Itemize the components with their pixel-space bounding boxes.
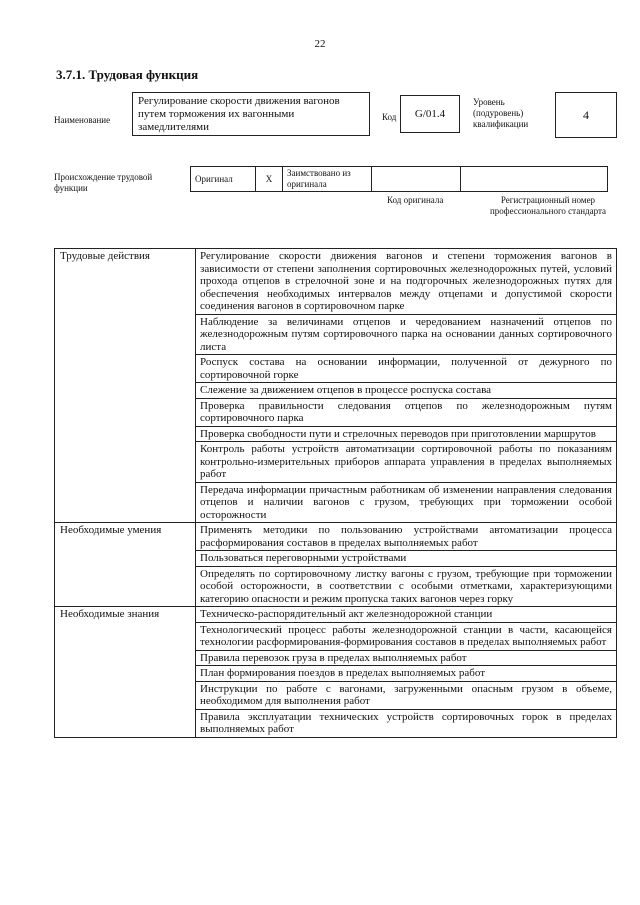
code-original-label: Код оригинала bbox=[387, 195, 444, 205]
item-cell: Роспуск состава на основании информации, полученной от дежурного по сортировочной горке bbox=[196, 355, 617, 383]
table-row bbox=[55, 607, 617, 623]
function-table-body bbox=[55, 249, 617, 738]
item-cell: Проверка правильности следования отцепов по железнодорожным путям сортировочного парка bbox=[196, 398, 617, 426]
function-name-box: Регулирование скорости движения вагонов путем торможения их вагонными замедлителями bbox=[132, 92, 370, 136]
borrowed-label: Заимствовано из оригинала bbox=[283, 167, 372, 192]
reg-number-label: Регистрационный номер профессионального стандарта bbox=[489, 195, 607, 216]
code-original-cell bbox=[372, 167, 461, 192]
code-box: G/01.4 bbox=[400, 95, 460, 133]
category-cell: Необходимые умения bbox=[55, 523, 196, 607]
level-label-text: Уровень (подуровень) квалификации bbox=[473, 97, 529, 129]
page-number: 22 bbox=[314, 38, 326, 50]
item-cell: Инструкции по работе с вагонами, загруженными опасным грузом в объеме, необходимом для выполнения работ bbox=[196, 681, 617, 709]
origin-table bbox=[190, 166, 608, 192]
item-cell: План формирования поездов в пределах выполняемых работ bbox=[196, 666, 617, 682]
item-cell: Применять методики по пользованию устройствами автоматизации процесса расформирования составов в пределах выполняемых работ bbox=[196, 523, 617, 551]
item-cell: Проверка свободности пути и стрелочных переводов при приготовлении маршрутов bbox=[196, 426, 617, 442]
category-cell: Необходимые знания bbox=[55, 607, 196, 738]
item-cell: Наблюдение за величинами отцепов и чередованием назначений отцепов по железнодорожным путям сортировочного парка на основании данных сортировочного листа bbox=[196, 314, 617, 355]
item-cell: Слежение за движением отцепов в процессе роспуска состава bbox=[196, 383, 617, 399]
level-label bbox=[473, 97, 548, 130]
original-mark: X bbox=[256, 167, 283, 192]
origin-label: Происхождение трудовой функции bbox=[54, 172, 153, 193]
item-cell: Правила перевозок груза в пределах выполняемых работ bbox=[196, 650, 617, 666]
item-cell: Правила эксплуатации технических устройств сортировочных горок в пределах выполняемых работ bbox=[196, 709, 617, 737]
item-cell: Технологический процесс работы железнодорожной станции в части, касающейся технологии расформирования-формирования составов в пределах выполняемых работ bbox=[196, 622, 617, 650]
item-cell: Техническо-распорядительный акт железнодорожной станции bbox=[196, 607, 617, 623]
code-label: Код bbox=[382, 112, 397, 122]
item-cell: Контроль работы устройств автоматизации сортировочной работы по показаниям контрольно-измерительных приборов аппарата управления в пределах выполняемых работ bbox=[196, 442, 617, 483]
function-table bbox=[54, 248, 617, 738]
original-label: Оригинал bbox=[191, 167, 256, 192]
reg-number-cell bbox=[461, 167, 608, 192]
level-box: 4 bbox=[555, 92, 617, 138]
item-cell: Определять по сортировочному листку вагоны с грузом, требующие при торможении особой осторожности, в соответствии с особыми отметками, характеризующими категорию опасности и режим пропуска таких вагонов через горку bbox=[196, 566, 617, 607]
item-cell: Пользоваться переговорными устройствами bbox=[196, 551, 617, 567]
category-cell: Трудовые действия bbox=[55, 249, 196, 523]
section-title: 3.7.1. Трудовая функция bbox=[56, 67, 199, 82]
item-cell: Передача информации причастным работникам об изменении направления следования отцепов и наличии вагонов с грузом, требующих при торможении особой осторожности bbox=[196, 482, 617, 523]
table-row bbox=[55, 249, 617, 315]
name-label: Наименование bbox=[54, 115, 111, 125]
item-cell: Регулирование скорости движения вагонов и степени торможения вагонов в зависимости от степени заполнения сортировочных железнодорожных путей, условий прохода отцепов в стрелочной зоне и на подгорочных железнодорожных путях для обеспечения необходимых интервалов между отцепами и допустимой скорости соединения вагонов в сортировочном парке bbox=[196, 249, 617, 315]
table-row bbox=[55, 523, 617, 551]
